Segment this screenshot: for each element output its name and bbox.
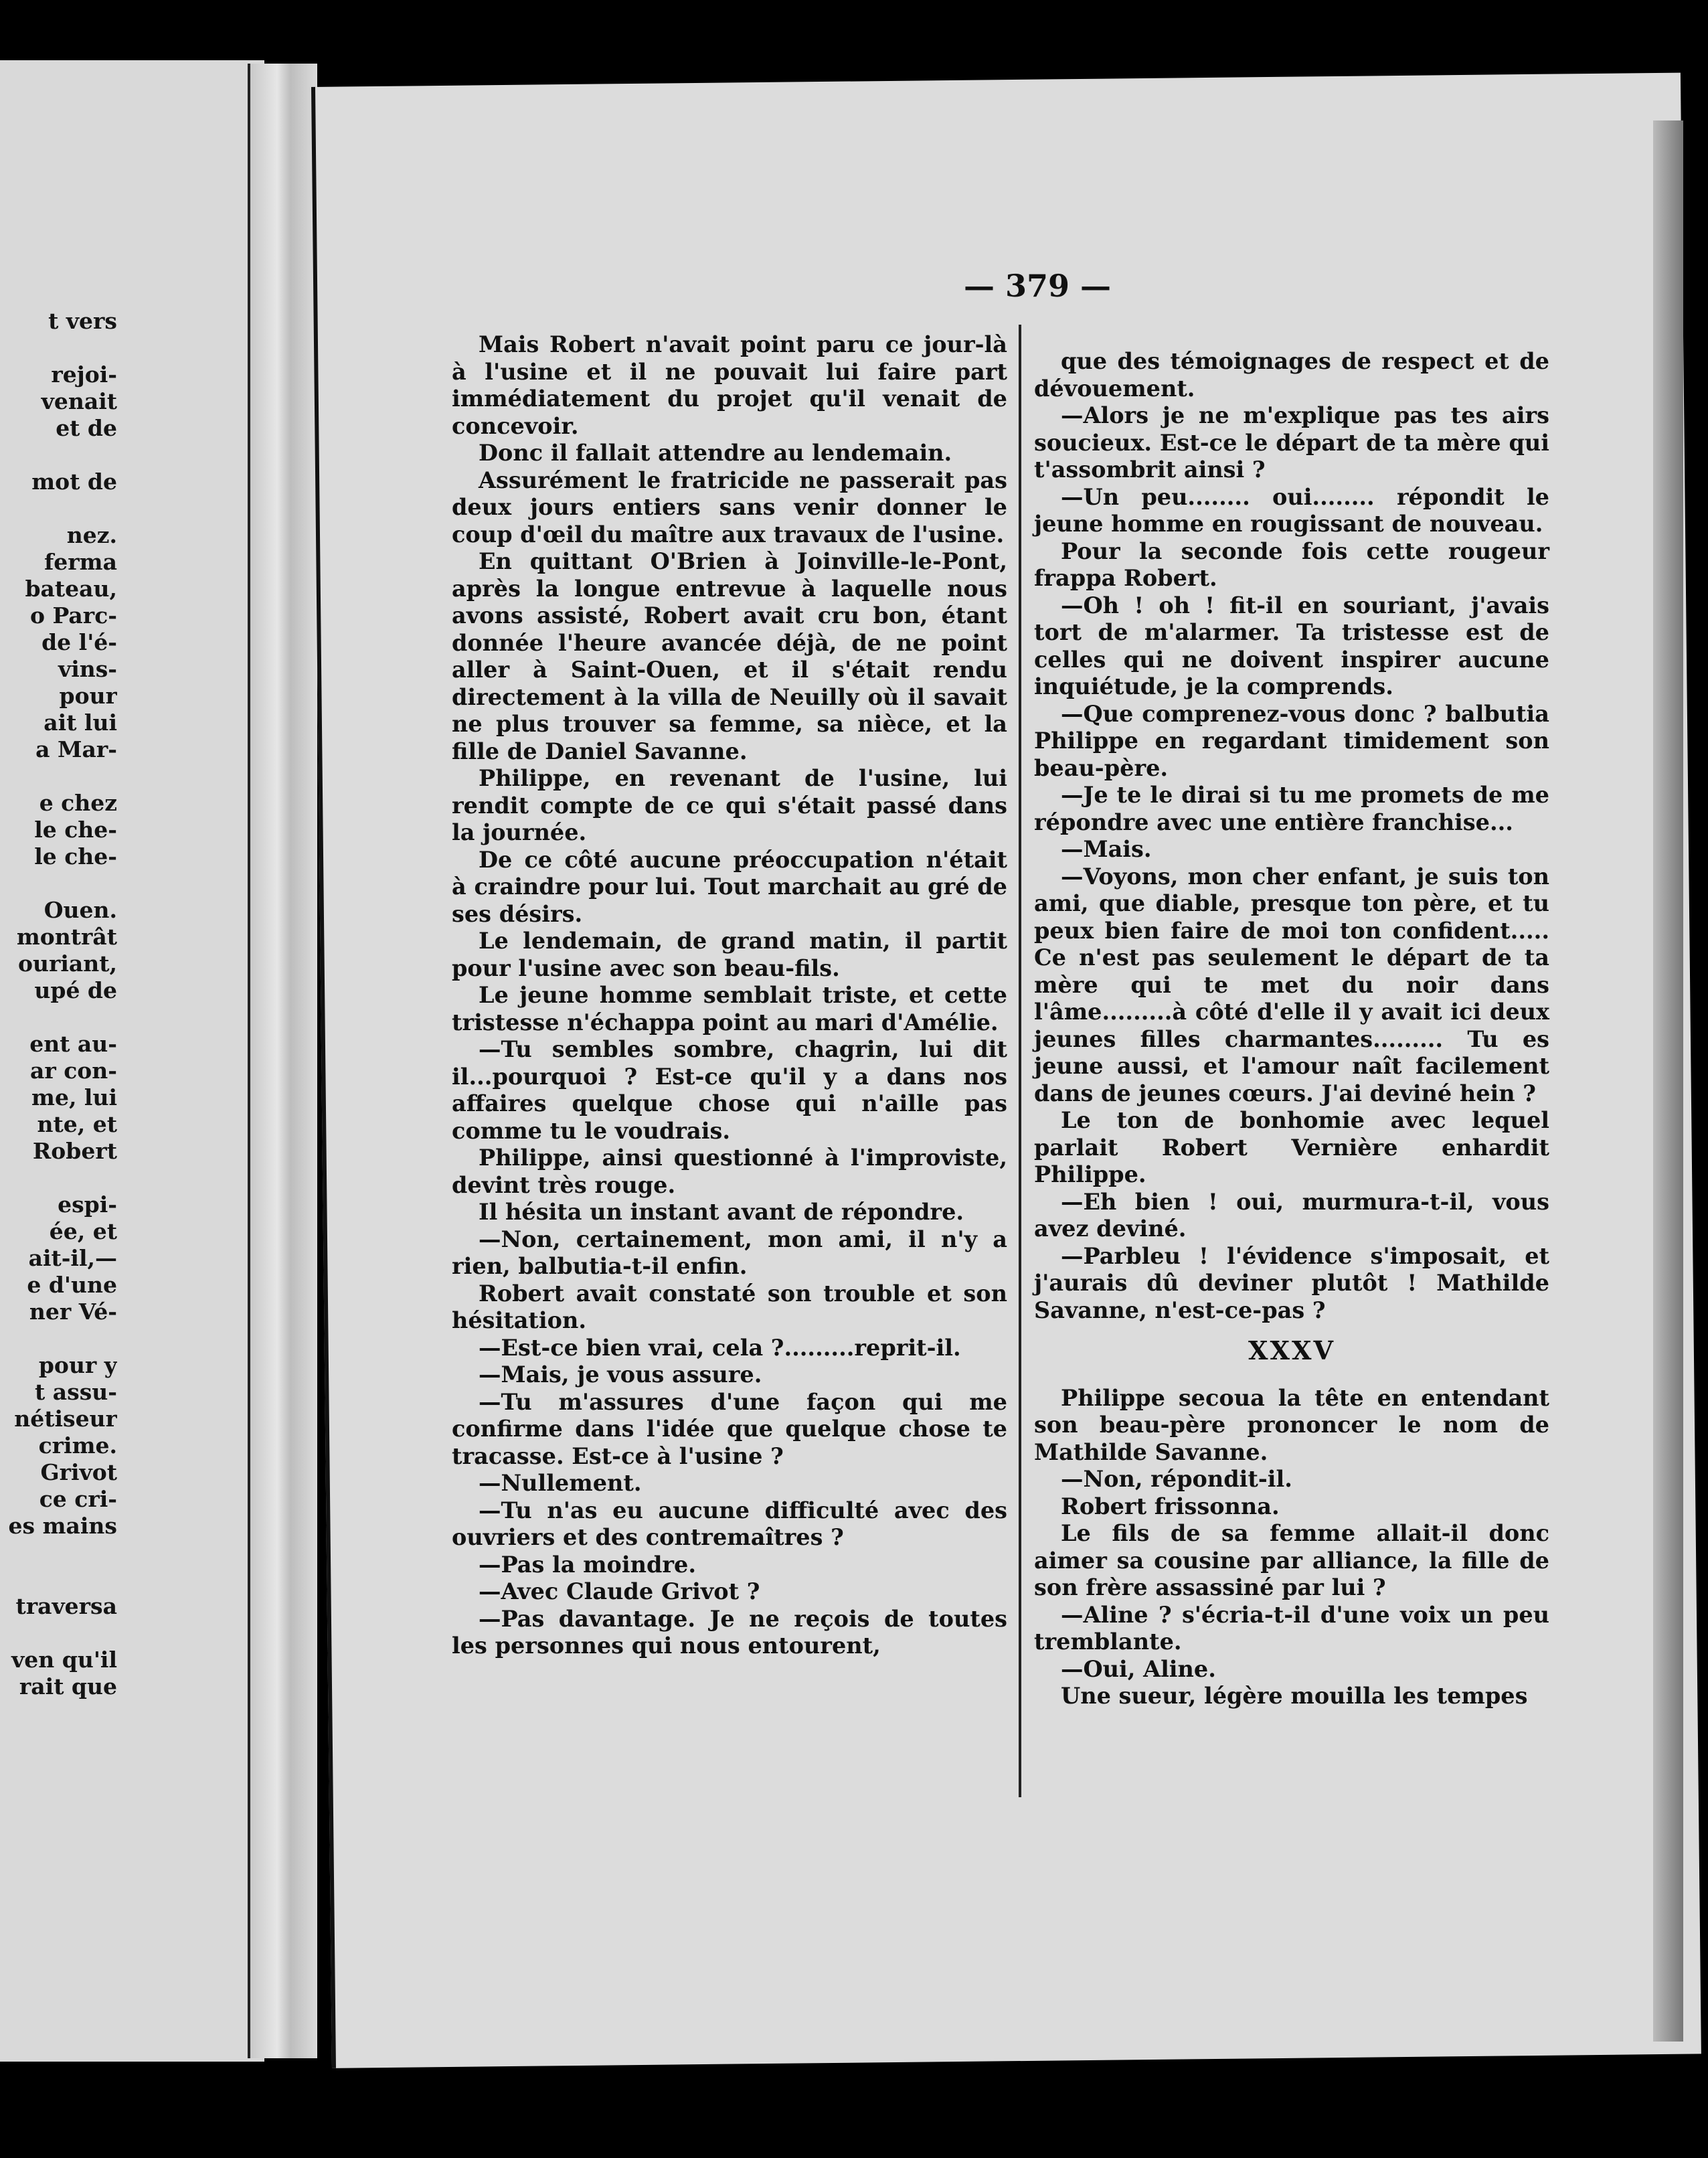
- margin-fragment: nétiseur: [14, 1406, 117, 1432]
- paragraph: —Parbleu ! l'évidence s'imposait, et j'aurais dû deviner plutôt ! Mathilde Savanne, n'est-ce-pas ?: [1034, 1242, 1549, 1323]
- margin-fragment: ait lui: [44, 710, 117, 736]
- paragraph: Il hésita un instant avant de répondre.: [479, 1199, 964, 1225]
- paragraph: —Avec Claude Grivot ?: [479, 1578, 760, 1604]
- margin-fragment: ée, et: [49, 1218, 117, 1244]
- paragraph: Mais Robert n'avait point paru ce jour-là à l'usine et il ne pouvait lui faire part immédiatement du projet qu'il venait de concevoir.: [452, 331, 1007, 439]
- margin-fragment: de l'é-: [41, 629, 117, 655]
- paragraph: —Aline ? s'écria-t-il d'une voix un peu tremblante.: [1034, 1601, 1549, 1655]
- margin-fragment: ar con-: [29, 1058, 117, 1084]
- margin-fragment: o Parc-: [30, 602, 117, 629]
- margin-fragment: ouriant,: [17, 950, 117, 977]
- margin-fragment: bateau,: [25, 576, 117, 602]
- margin-fragment: e chez: [39, 790, 117, 816]
- margin-fragment: Grivot: [40, 1459, 117, 1485]
- paragraph: Robert avait constaté son trouble et son hésitation.: [452, 1280, 1007, 1333]
- margin-fragment: traversa: [15, 1593, 117, 1619]
- paragraph: —Que comprenez-vous donc ? balbutia Philippe en regardant timidement son beau-père.: [1034, 700, 1549, 781]
- paragraph: —Pas davantage. Je ne reçois de toutes les personnes qui nous entourent,: [452, 1605, 1007, 1659]
- paragraph: —Non, certainement, mon ami, il n'y a rien, balbutia-t-il enfin.: [452, 1226, 1007, 1279]
- paragraph: Donc il fallait attendre au lendemain.: [479, 440, 952, 466]
- margin-fragment: le che-: [34, 843, 117, 869]
- paragraph: En quittant O'Brien à Joinville-le-Pont, après la longue entrevue à laquelle nous avons assisté, Robert avait cru bon, étant donnée l'heure avancée déjà, de ne point aller à Saint-Ouen, et il s'était rendu directement à la villa de Neuilly où il savait ne plus trouver sa femme, sa nièce, et la fille de Daniel Savanne.: [452, 548, 1007, 764]
- margin-fragment: me, lui: [31, 1084, 117, 1110]
- paragraph: —Oui, Aline.: [1061, 1655, 1216, 1682]
- margin-fragment: le che-: [34, 817, 117, 843]
- paragraph: —Pas la moindre.: [479, 1551, 697, 1578]
- paragraph: Philippe, en revenant de l'usine, lui rendit compte de ce qui s'était passé dans la journée.: [452, 765, 1007, 845]
- paragraph: Robert frissonna.: [1061, 1493, 1280, 1519]
- margin-fragment: upé de: [34, 977, 117, 1003]
- margin-fragment: ent au-: [29, 1031, 117, 1057]
- margin-fragment: [0, 335, 117, 361]
- margin-fragment: e d'une: [27, 1272, 117, 1298]
- margin-fragment: [0, 442, 117, 469]
- margin-fragment: [0, 1566, 117, 1593]
- paragraph: —Oh ! oh ! fit-il en souriant, j'avais tort de m'alarmer. Ta tristesse est de celles qui ne doivent inspirer aucune inquiétude, je la comprends.: [1034, 592, 1549, 699]
- page-number: — 379 —: [964, 268, 1112, 304]
- paragraph: —Nullement.: [479, 1470, 642, 1496]
- margin-fragment: venait: [41, 388, 117, 414]
- margin-fragment: es mains: [8, 1513, 117, 1539]
- margin-fragment: Robert: [32, 1138, 117, 1164]
- margin-fragment: rait que: [19, 1673, 117, 1699]
- page-edge: [1653, 120, 1683, 2042]
- margin-fragment: pour: [59, 683, 117, 709]
- margin-fragment: [0, 1325, 117, 1352]
- margin-fragment: ven qu'il: [11, 1647, 117, 1673]
- paragraph: De ce côté aucune préoccupation n'était à craindre pour lui. Tout marchait au gré de ses désirs.: [452, 846, 1007, 927]
- margin-fragment: montrât: [16, 924, 117, 950]
- column-2-before-chapter: [1034, 348, 1549, 1324]
- margin-fragment: et de: [56, 415, 117, 441]
- margin-fragment: [0, 1540, 117, 1566]
- margin-fragment: ce cri-: [39, 1486, 117, 1512]
- margin-fragment: nte, et: [37, 1111, 117, 1137]
- paragraph: —Mais, je vous assure.: [479, 1361, 762, 1388]
- margin-fragment: ferma: [44, 549, 117, 575]
- paragraph: Une sueur, légère mouilla les tempes: [1061, 1683, 1528, 1709]
- text-column-1: [452, 331, 1007, 1660]
- paragraph: Le ton de bonhomie avec lequel parlait Robert Vernière enhardit Philippe.: [1034, 1107, 1549, 1187]
- paragraph: —Non, répondit-il.: [1061, 1466, 1292, 1492]
- column-divider: [1019, 325, 1021, 1797]
- margin-fragment: t vers: [48, 308, 117, 334]
- column-2-after-chapter: [1034, 1385, 1549, 1710]
- chapter-title: XXXV: [1248, 1335, 1335, 1365]
- margin-fragment: [0, 870, 117, 897]
- paragraph: —Tu m'assures d'une façon qui me confirme dans l'idée que quelque chose te tracasse. Est-ce à l'usine ?: [452, 1388, 1007, 1469]
- paragraph: Assurément le fratricide ne passerait pas deux jours entiers sans venir donner le coup d'œil du maître aux travaux de l'usine.: [452, 467, 1007, 548]
- paragraph: —Mais.: [1061, 836, 1152, 862]
- paragraph: Philippe secoua la tête en entendant son beau-père prononcer le nom de Mathilde Savanne.: [1034, 1384, 1549, 1465]
- book-spine: [248, 64, 317, 2058]
- margin-fragment: ner Vé-: [29, 1299, 117, 1325]
- paragraph: —Voyons, mon cher enfant, je suis ton ami, que diable, presque ton père, et tu peux bien faire de moi ton confident..... Ce n'est pas seulement le départ de ta mère qui te met du noir dans l'âme.........à côté d'elle il y avait ici deux jeunes filles charmantes......... Tu es jeune aussi, et l'amour naît facilement dans de jeunes cœurs. J'ai deviné hein ?: [1034, 863, 1549, 1106]
- paragraph: —Tu n'as eu aucune difficulté avec des ouvriers et des contremaîtres ?: [452, 1497, 1007, 1550]
- paragraph: Philippe, ainsi questionné à l'improviste, devint très rouge.: [452, 1145, 1007, 1198]
- text-column-2: [1034, 348, 1549, 1710]
- margin-fragment: a Mar-: [35, 736, 117, 762]
- margin-fragment: nez.: [66, 522, 117, 548]
- paragraph: —Un peu........ oui........ répondit le jeune homme en rougissant de nouveau.: [1034, 483, 1549, 537]
- paragraph: —Eh bien ! oui, murmura-t-il, vous avez deviné.: [1034, 1188, 1549, 1242]
- margin-fragment: mot de: [31, 469, 117, 495]
- margin-fragment: crime.: [38, 1432, 117, 1459]
- paragraph: —Est-ce bien vrai, cela ?.........reprit-il.: [479, 1334, 961, 1361]
- margin-fragment: pour y: [38, 1352, 117, 1378]
- margin-fragment: [0, 1165, 117, 1191]
- margin-fragment: rejoi-: [51, 361, 117, 388]
- margin-fragment: ait-il,—: [28, 1245, 117, 1271]
- paragraph: Le lendemain, de grand matin, il partit pour l'usine avec son beau-fils.: [452, 928, 1007, 981]
- margin-fragment: [0, 1620, 117, 1647]
- margin-fragment: Ouen.: [44, 897, 117, 923]
- margin-fragment: t assu-: [35, 1379, 117, 1405]
- paragraph: —Je te le dirai si tu me promets de me répondre avec une entière franchise...: [1034, 782, 1549, 835]
- paragraph: Le fils de sa femme allait-il donc aimer sa cousine par alliance, la fille de son frère assassiné par lui ?: [1034, 1520, 1549, 1600]
- margin-fragment: [0, 495, 117, 522]
- margin-fragment: [0, 763, 117, 790]
- paragraph: —Tu sembles sombre, chagrin, lui dit il...pourquoi ? Est-ce qu'il y a dans nos affaires quelque chose qui n'aille pas comme tu le voudrais.: [452, 1036, 1007, 1144]
- margin-fragment: [0, 1004, 117, 1031]
- left-page-text-fragments: [0, 308, 117, 1700]
- margin-fragment: vins-: [58, 656, 117, 682]
- paragraph: —Alors je ne m'explique pas tes airs soucieux. Est-ce le départ de ta mère qui t'assombrit ainsi ?: [1034, 402, 1549, 483]
- paragraph: que des témoignages de respect et de dévouement.: [1034, 348, 1549, 402]
- paragraph: Le jeune homme semblait triste, et cette tristesse n'échappa point au mari d'Amélie.: [452, 982, 1007, 1035]
- margin-fragment: espi-: [58, 1191, 117, 1218]
- paragraph: Pour la seconde fois cette rougeur frappa Robert.: [1034, 537, 1549, 591]
